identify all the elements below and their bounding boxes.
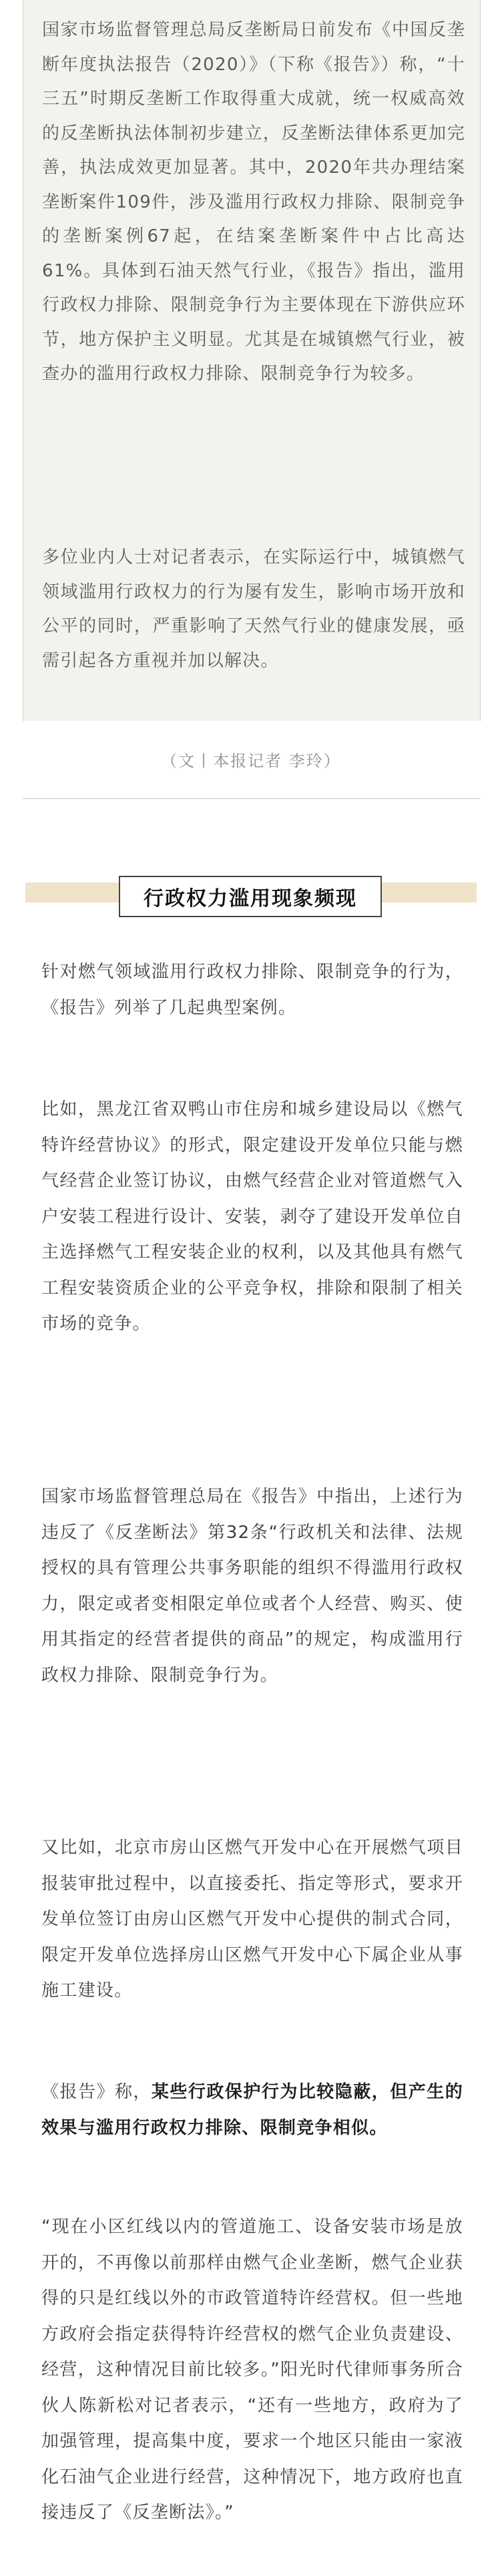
body-paragraph-5: [41, 2075, 463, 2146]
body-paragraph-5-lead: 《报告》称，: [41, 2082, 152, 2102]
intro-paragraph-1: 国家市场监督管理总局反垄断局日前发布《中国反垄断年度执法报告（2020）》（下称《报告》）称，“十三五”时期反垄断工作取得重大成就，统一权威高效的反垄断执法体制初步建立，反垄断法律体系更加完善，执法成效更加显著。其中，2020年共办理结案垄断案件109件，涉及滥用行政权力排除、限制竞争的垄断案例67起，在结案垄断案件中占比高达61%。具体到石油天然气行业，《报告》指出，滥用行政权力排除、限制竞争行为主要体现在下游供应环节，地方保护主义明显。尤其是在城镇燃气行业，被查办的滥用行政权力排除、限制竞争行为较多。: [42, 20, 465, 384]
divider: [23, 798, 481, 799]
body-paragraph-4: 又比如，北京市房山区燃气开发中心在开展燃气项目报装审批过程中，以直接委托、指定等形式，要求开发单位签订由房山区燃气开发中心提供的制式合同，限定开发单位选择房山区燃气开发中心下属企业从事施工建设。: [41, 1838, 463, 2001]
section-heading: 行政权力滥用现象频现: [144, 887, 357, 911]
byline: （文丨本报记者 李玲）: [161, 752, 341, 770]
intro-paragraph-2: 多位业内人士对记者表示，在实际运行中，城镇燃气领域滥用行政权力的行为屡有发生，影响市场开放和公平的同时，严重影响了天然气行业的健康发展，亟需引起各方重视并加以解决。: [42, 547, 465, 671]
body-paragraph-6: “现在小区红线以内的管道施工、设备安装市场是放开的，不再像以前那样由燃气企业垄断，燃气企业获得的只是红线以外的市政管道特许经营权。但一些地方政府会指定获得特许经营权的燃气企业负责建设、经营，这种情况目前比较多。”阳光时代律师事务所合伙人陈新松对记者表示，“还有一些地方，政府为了加强管理，提高集中度，要求一个地区只能由一家液化石油气企业进行经营，这种情况下，地方政府也直接违反了《反垄断法》。”: [41, 2217, 463, 2523]
body-paragraph-2: 比如，黑龙江省双鸭山市住房和城乡建设局以《燃气特许经营协议》的形式，限定建设开发单位只能与燃气经营企业签订协议，由燃气经营企业对管道燃气入户安装工程进行设计、安装，剥夺了建设开发单位自主选择燃气工程安装企业的权利，以及其他具有燃气工程安装资质企业的公平竞争权，排除和限制了相关市场的竞争。: [41, 1099, 463, 1334]
body-paragraph-3: 国家市场监督管理总局在《报告》中指出，上述行为违反了《反垄断法》第32条“行政机关和法律、法规授权的具有管理公共事务职能的组织不得滥用行政权力，限定或者变相限定单位或者个人经营、购买、使用其指定的经营者提供的商品”的规定，构成滥用行政权力排除、限制竞争行为。: [41, 1487, 463, 1686]
body-paragraph-1: 针对燃气领域滥用行政权力排除、限制竞争的行为，《报告》列举了几起典型案例。: [41, 962, 463, 1018]
body-paragraph-5-emphasis: 某些行政保护行为比较隐蔽，但产生的效果与滥用行政权力排除、限制竞争相似。: [41, 2082, 463, 2138]
intro-card: [23, 0, 481, 721]
